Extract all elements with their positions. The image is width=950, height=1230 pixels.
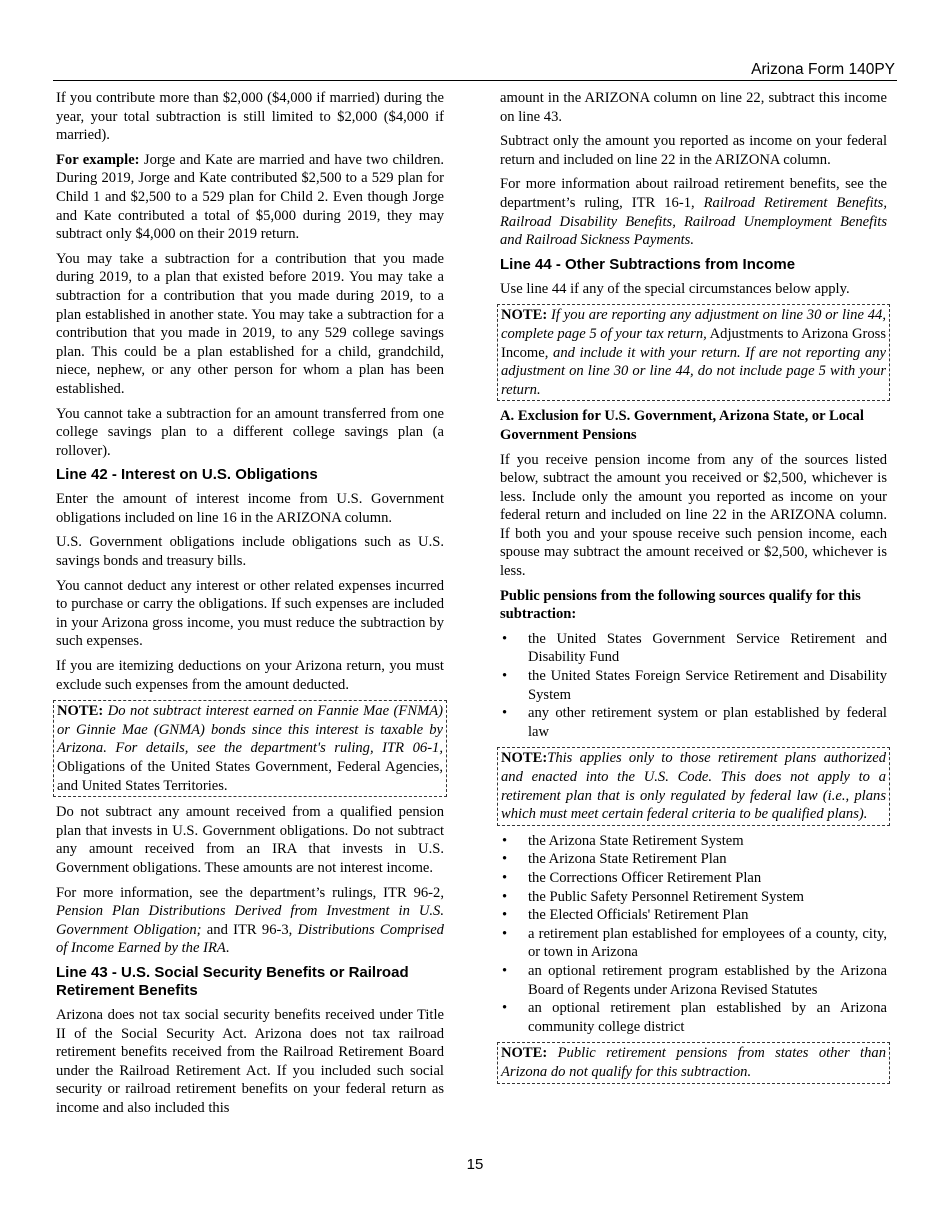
paragraph-railroad <box>500 175 887 249</box>
bullet-icon: • <box>502 869 508 886</box>
note-label: NOTE: <box>501 1045 548 1062</box>
list-item-text: the Public Safety Personnel Retirement System <box>528 888 805 905</box>
list-item-text: the United States Foreign Service Retirement and Disability System <box>528 668 887 703</box>
heading-line-44: Line 44 - Other Subtractions from Income <box>500 255 796 273</box>
list-item-text: the United States Government Service Retirement and Disability Fund <box>528 630 887 666</box>
note-box <box>53 700 447 797</box>
paragraph: Do not subtract any amount received from a qualified pension plan that invests in U.S. Government obligations. Do not subtract any amount received from an IRA that invests in U.S. Government obligations. These amounts are not interest income. <box>56 804 444 876</box>
list-item <box>500 925 887 962</box>
note-text: Adjustments to Arizona Gross Income <box>501 325 886 361</box>
bullet-icon: • <box>502 832 508 849</box>
bullet-icon: • <box>502 630 508 647</box>
list-item-text: any other retirement system or plan established by federal law <box>528 705 887 740</box>
note-italic-text: , and include it with your return. If are not reporting any adjustment on line 30 or line 44, do not include page 5 with your return. <box>501 344 886 398</box>
page-number: 15 <box>466 1156 484 1173</box>
form-title: Arizona Form 140PY <box>751 61 895 78</box>
note-label: NOTE: <box>57 703 104 720</box>
bullet-icon: • <box>502 907 508 924</box>
italic-title: Railroad Retirement Benefits, Railroad Disability Benefits, Railroad Unemployment Benefits and Railroad Sickness Payments. <box>500 194 888 249</box>
paragraph: You cannot deduct any interest or other related expenses incurred to purchase or carry the obligations. If such expenses are included in your Arizona gross income, you must reduce the subtraction by such expenses. <box>56 577 444 650</box>
note-italic-text: If you are reporting any adjustment on line 30 or line 44, complete page 5 of your tax return, <box>501 307 886 342</box>
paragraph: If you are itemizing deductions on your Arizona return, you must exclude such expenses from the amount deducted. <box>56 658 444 693</box>
list-item <box>500 850 887 869</box>
bullet-icon: • <box>502 705 508 722</box>
paragraph: Arizona does not tax social security benefits received under Title II of the Social Security Act. Arizona does not tax railroad retirement benefits received from the Railroad Retirement Board under the Railroad Retirement Act. If you included such social security or railroad retirement benefits on your federal return as income and also included this <box>56 1006 444 1116</box>
list-item-text: a retirement plan established for employees of a county, city, or town in Arizona <box>528 925 887 961</box>
note-italic-text: Public retirement pensions from states other than Arizona do not qualify for this subtraction. <box>501 1045 886 1080</box>
list-item-text: the Arizona State Retirement System <box>528 832 744 849</box>
note-box <box>497 747 890 825</box>
note-label: NOTE: <box>501 307 548 324</box>
note-box <box>497 1042 890 1083</box>
italic-title: Pension Plan Distributions Derived from Investment in U.S. Government Obligation; <box>56 903 444 938</box>
text: . <box>225 940 230 957</box>
example-text: Jorge and Kate are married and have two children. During 2019, Jorge and Kate contributed $2,500 to a 529 plan for Child 1 and $2,500 to a 529 plan for Child 2. Even though Jorge and Kate contributed a total of $5,000 during 2019, they may subtract only $4,000 on their 2019 return. <box>56 151 445 243</box>
list-item <box>500 667 887 704</box>
right-column <box>500 89 887 1090</box>
list-item-text: the Elected Officials' Retirement Plan <box>528 907 749 924</box>
note-italic-text: Do not subtract interest earned on Fannie Mae (FNMA) or Ginnie Mae (GNMA) bonds since this interest is taxable by Arizona. For details, see the department's ruling, ITR 06-1, <box>57 703 443 757</box>
note-italic-text: This applies only to those retirement plans authorized and enacted into the U.S. Code. This does not apply to a retirement plan that is only regulated by federal law (i.e., plans which must meet certain federal criteria to be qualified plans). <box>501 750 886 823</box>
paragraph: Enter the amount of interest income from U.S. Government obligations included on line 16 in the ARIZONA column. <box>56 491 444 526</box>
paragraph-rulings <box>56 884 444 958</box>
note-text: Obligations of the United States Government, Federal Agencies, and United States Territories. <box>57 759 443 794</box>
paragraph: Subtract only the amount you reported as income on your federal return and included on line 22 in the ARIZONA column. <box>500 133 887 168</box>
list-item-text: an optional retirement program established by the Arizona Board of Regents under Arizona Revised Statutes <box>528 962 887 998</box>
italic-title: Distributions Comprised of Income Earned by the IRA <box>56 921 444 957</box>
heading-line-43: Line 43 - U.S. Social Security Benefits or Railroad Retirement Benefits <box>56 963 409 999</box>
list-item <box>500 962 887 999</box>
bullet-icon: • <box>502 668 508 685</box>
paragraph-example <box>56 151 444 244</box>
list-item <box>500 630 887 667</box>
list-item-text: an optional retirement plan established by an Arizona community college district <box>528 1000 887 1035</box>
list-item <box>500 999 887 1036</box>
list-item <box>500 906 887 925</box>
bullet-icon: • <box>502 925 508 942</box>
paragraph: You cannot take a subtraction for an amount transferred from one college savings plan to a different college savings plan (a rollover). <box>56 405 444 459</box>
left-column <box>56 89 444 1124</box>
bullet-icon: • <box>502 962 508 979</box>
subheading-exclusion: A. Exclusion for U.S. Government, Arizona State, or Local Government Pensions <box>500 408 864 443</box>
list-item <box>500 888 887 907</box>
bullet-list-state <box>500 832 887 1037</box>
list-item <box>500 869 887 888</box>
subheading-public-pensions: Public pensions from the following sources qualify for this subtraction: <box>500 587 861 623</box>
text: For more information about railroad retirement benefits, see the department’s ruling, ITR 16-1, <box>500 176 887 211</box>
bullet-icon: • <box>502 888 508 905</box>
list-item <box>500 832 887 851</box>
paragraph: Use line 44 if any of the special circumstances below apply. <box>500 280 850 297</box>
paragraph: amount in the ARIZONA column on line 22, subtract this income on line 43. <box>500 90 887 125</box>
note-label: NOTE: <box>501 750 548 767</box>
paragraph: If you contribute more than $2,000 ($4,000 if married) during the year, your total subtraction is still limited to $2,000 ($4,000 if married). <box>56 90 444 144</box>
paragraph: U.S. Government obligations include obligations such as U.S. savings bonds and treasury bills. <box>56 534 444 570</box>
paragraph: You may take a subtraction for a contribution that you made during 2019, to a plan that existed before 2019. You may take a subtraction for a contribution that you made during 2019, to a plan established in another state. You may take a subtraction for a contribution that you made in 2019, to any 529 college savings plan. This could be a plan established for a child, grandchild, niece, nephew, or any other person for whom a plan has been established. <box>56 250 444 397</box>
header-rule <box>53 80 897 81</box>
bullet-icon: • <box>502 851 508 868</box>
paragraph: If you receive pension income from any of the sources listed below, subtract the amount you received or $2,500, whichever is less. Include only the amount you reported as income on your federal return and included on line 22 in the ARIZONA column. If both you and your spouse receive such pension income, each spouse may subtract the amount received or $2,500, whichever is less. <box>500 451 887 580</box>
note-box <box>497 304 890 401</box>
example-label: For example: <box>56 151 140 168</box>
heading-line-42: Line 42 - Interest on U.S. Obligations <box>56 466 318 484</box>
list-item <box>500 704 887 741</box>
list-item-text: the Corrections Officer Retirement Plan <box>528 869 762 886</box>
text: and ITR 96-3, <box>201 921 298 938</box>
list-item-text: the Arizona State Retirement Plan <box>528 851 727 868</box>
bullet-icon: • <box>502 1000 508 1017</box>
bullet-list-federal <box>500 630 887 742</box>
text: For more information, see the department’s rulings, ITR 96-2, <box>56 884 444 901</box>
